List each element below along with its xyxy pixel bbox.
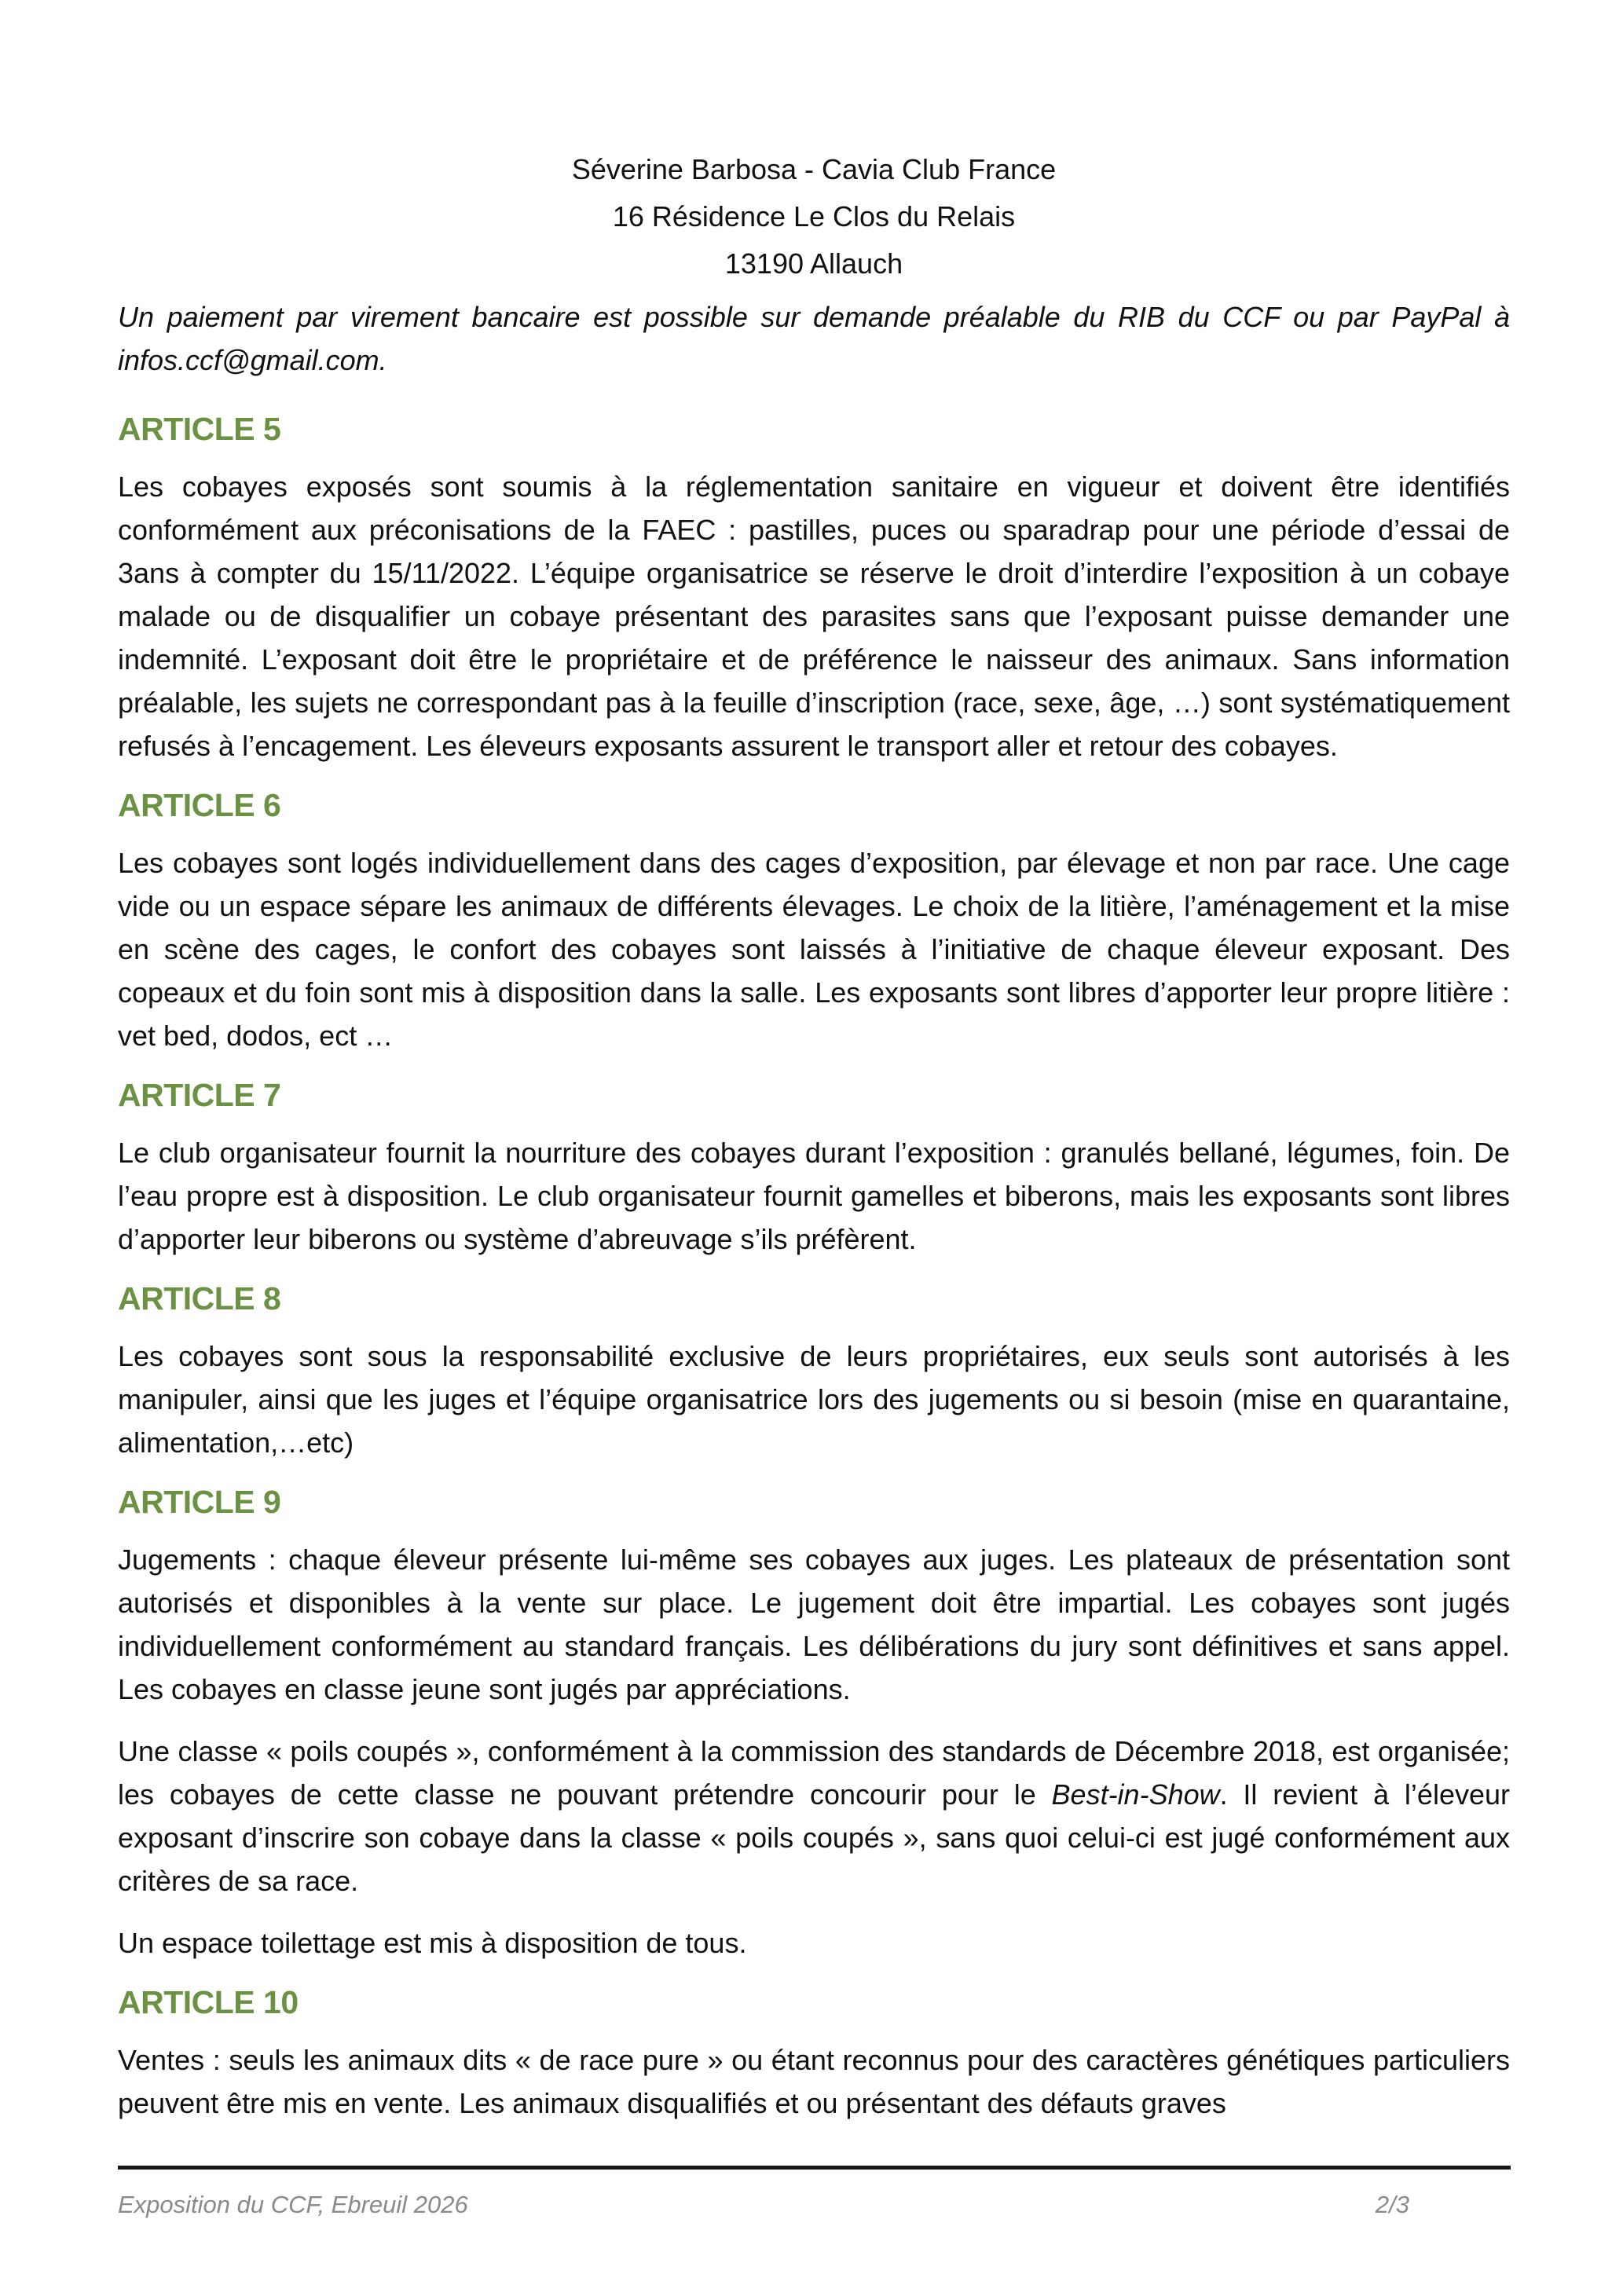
page-number: 2/3 xyxy=(1375,2191,1409,2218)
article-paragraph: Jugements : chaque éleveur présente lui-même ses cobayes aux juges. Les plateaux de présentation sont autorisés et disponibles à la vente sur place. Le jugement doit être impartial. Les cobayes sont jugés individuellement conformément au standard français. Les délibérations du jury sont définitives et sans appel. Les cobayes en classe jeune sont jugés par appréciations. xyxy=(118,1543,1510,1705)
article-paragraph: Une classe « poils coupés », conformément à la commission des standards de Décembre 2018, est organisée; les cobayes de cette classe ne pouvant prétendre concourir pour le Best-in-Show. Il revient à l’éleveur exposant d’inscrire son cobaye dans la classe « poils coupés », sans quoi celui-ci est jugé conformément aux critères de sa race. xyxy=(118,1735,1511,1897)
intro-paragraph: Un paiement par virement bancaire est possible sur demande préalable du RIB du CCF ou par PayPal à infos.ccf@gmail.com. xyxy=(118,301,1510,376)
document-header xyxy=(118,146,1510,287)
article-title: ARTICLE 5 xyxy=(118,411,281,447)
footer-divider xyxy=(118,2166,1511,2170)
article-section xyxy=(118,1983,1510,2125)
article-title: ARTICLE 9 xyxy=(118,1484,281,1520)
article-paragraph: Le club organisateur fournit la nourriture des cobayes durant l’exposition : granulés bellané, légumes, foin. De l’eau propre est à disposition. Le club organisateur fournit gamelles et biberons, mais les exposants sont libres d’apporter leur biberons ou système d’abreuvage s’ils préfèrent. xyxy=(118,1137,1510,1255)
article-title: ARTICLE 8 xyxy=(118,1280,281,1316)
article-section xyxy=(118,1076,1510,1261)
article-section xyxy=(118,1483,1510,1965)
article-section xyxy=(118,1280,1510,1464)
header-line: Séverine Barbosa - Cavia Club France xyxy=(571,153,1057,185)
articles xyxy=(118,410,1510,2125)
article-paragraphs xyxy=(118,465,1510,767)
article-title: ARTICLE 10 xyxy=(118,1984,299,2020)
article-paragraphs xyxy=(118,1335,1510,1464)
article-title: ARTICLE 7 xyxy=(118,1077,281,1113)
footer-row xyxy=(118,2190,1511,2220)
article-section xyxy=(118,410,1510,767)
article-title: ARTICLE 6 xyxy=(118,787,281,823)
article-paragraph: Un espace toilettage est mis à disposition de tous. xyxy=(118,1927,747,1959)
article-paragraphs xyxy=(118,2038,1510,2125)
article-paragraph: Les cobayes exposés sont soumis à la réglementation sanitaire en vigueur et doivent être identifiés conformément aux préconisations de la FAEC : pastilles, puces ou sparadrap pour une période d’essai de 3ans à compter du 15/11/2022. L’équipe organisatrice se réserve le droit d’interdire l’exposition à un cobaye malade ou de disqualifier un cobaye présentant des parasites sans que l’exposant puisse demander une indemnité. L’exposant doit être le propriétaire et de préférence le naisseur des animaux. Sans information préalable, les sujets ne correspondant pas à la feuille d’inscription (race, sexe, âge, …) sont systématiquement refusés à l’encagement. Les éleveurs exposants assurent le transport aller et retour des cobayes. xyxy=(118,471,1510,762)
article-paragraph: Les cobayes sont sous la responsabilité exclusive de leurs propriétaires, eux seuls sont autorisés à les manipuler, ainsi que les juges et l’équipe organisatrice lors des jugements ou si besoin (mise en quarantaine, alimentation,…etc) xyxy=(118,1340,1510,1459)
article-paragraphs xyxy=(118,841,1510,1057)
article-section xyxy=(118,786,1510,1057)
header-line: 13190 Allauch xyxy=(724,247,903,280)
header-line: 16 Résidence Le Clos du Relais xyxy=(612,200,1016,233)
article-paragraph: Ventes : seuls les animaux dits « de race pure » ou étant reconnus pour des caractères génétiques particuliers peuvent être mis en vente. Les animaux disqualifiés et ou présentant des défauts graves xyxy=(118,2044,1510,2119)
article-paragraph: Les cobayes sont logés individuellement dans des cages d’exposition, par élevage et non par race. Une cage vide ou un espace sépare les animaux de différents élevages. Le choix de la litière, l’aménagement et la mise en scène des cages, le confort des cobayes sont laissés à l’initiative de chaque éleveur exposant. Des copeaux et du foin sont mis à disposition dans la salle. Les exposants sont libres d’apporter leur propre litière : vet bed, dodos, ect … xyxy=(118,847,1510,1052)
article-paragraphs xyxy=(118,1131,1510,1261)
page-footer xyxy=(118,2166,1511,2220)
article-paragraphs xyxy=(118,1538,1510,1965)
footer-document-title: Exposition du CCF, Ebreuil 2026 xyxy=(118,2191,468,2218)
